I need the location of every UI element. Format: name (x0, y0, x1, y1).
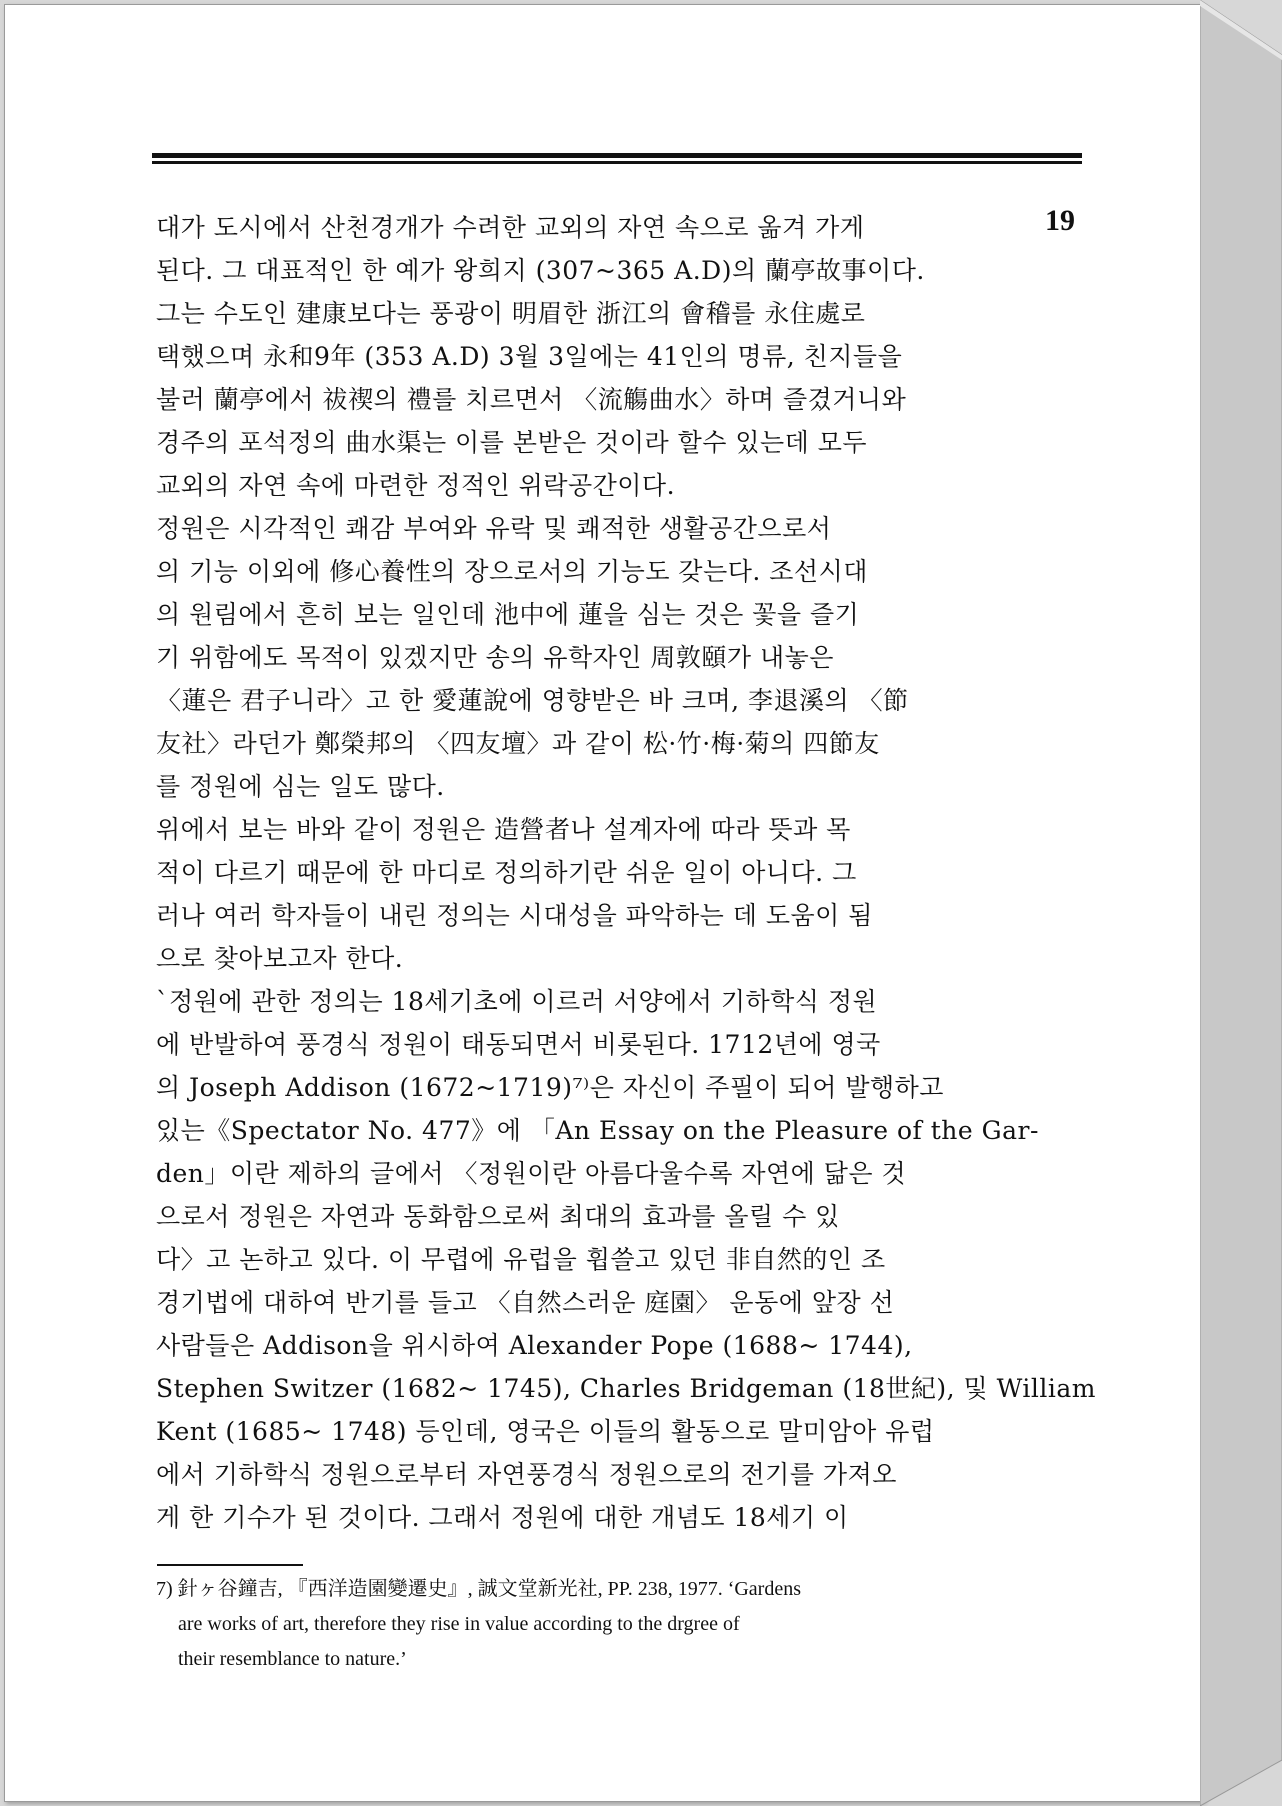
page-number: 19 (1045, 204, 1075, 237)
text-line: `정원에 관한 정의는 18세기초에 이르러 서양에서 기하학식 정원 (156, 987, 878, 1016)
text-line: 위에서 보는 바와 같이 정원은 造營者나 설계자에 따라 뜻과 목 (156, 815, 851, 844)
text-line: 러나 여러 학자들이 내린 정의는 시대성을 파악하는 데 도움이 됨 (156, 901, 873, 930)
text-line: 의 기능 이외에 修心養性의 장으로서의 기능도 갖는다. 조선시대 (156, 557, 868, 586)
text-line: 된다. 그 대표적인 한 예가 왕희지 (307~365 A.D)의 蘭亭故事이다. (156, 256, 925, 285)
text-line: 택했으며 永和9年 (353 A.D) 3월 3일에는 41인의 명류, 친지들을 (156, 342, 903, 371)
text-line: 대가 도시에서 산천경개가 수려한 교외의 자연 속으로 옮겨 가게 (156, 213, 865, 242)
header-rule-thick (152, 153, 1082, 158)
text-line: 를 정원에 심는 일도 많다. (156, 772, 445, 801)
footnote-line: are works of art, therefore they rise in value according to the drgree of (178, 1613, 740, 1635)
text-line: 정원은 시각적인 쾌감 부여와 유락 및 쾌적한 생활공간으로서 (156, 514, 832, 543)
text-line: 에 반발하여 풍경식 정원이 태동되면서 비롯된다. 1712년에 영국 (156, 1030, 881, 1059)
text-line: 에서 기하학식 정원으로부터 자연풍경식 정원으로의 전기를 가져오 (156, 1460, 897, 1489)
text-line: 게 한 기수가 된 것이다. 그래서 정원에 대한 개념도 18세기 이 (156, 1503, 849, 1532)
page-edge-3d (1200, 0, 1282, 1806)
text-line: 불러 蘭亭에서 祓禊의 禮를 치르면서 〈流觴曲水〉하며 즐겼거니와 (156, 385, 907, 414)
text-line: 사람들은 Addison을 위시하여 Alexander Pope (1688~ 1744), (156, 1331, 913, 1360)
footnote-line: their resemblance to nature.’ (178, 1648, 407, 1670)
header-rule-thin (152, 161, 1082, 164)
text-line: 교외의 자연 속에 마련한 정적인 위락공간이다. (156, 471, 676, 500)
text-line: 있는《Spectator No. 477》에 「An Essay on the Pleasure of the Gar- (156, 1116, 1039, 1145)
text-line: den」이란 제하의 글에서 〈정원이란 아름다울수록 자연에 닮은 것 (156, 1159, 907, 1188)
text-line: 의 원림에서 흔히 보는 일인데 池中에 蓮을 심는 것은 꽃을 즐기 (156, 600, 860, 629)
footnote-line: 7) 針ヶ谷鐘吉, 『西洋造園變遷史』, 誠文堂新光社, PP. 238, 1977. ‘Gardens (156, 1578, 801, 1600)
text-line: 으로 찾아보고자 한다. (156, 944, 404, 973)
body-text (156, 206, 1096, 1539)
text-line: 경주의 포석정의 曲水渠는 이를 본받은 것이라 할수 있는데 모두 (156, 428, 868, 457)
text-line: 그는 수도인 建康보다는 풍광이 明眉한 浙江의 會稽를 永住處로 (156, 299, 866, 328)
text-line: 다〉고 논하고 있다. 이 무렵에 유럽을 휩쓸고 있던 非自然的인 조 (156, 1245, 886, 1274)
text-line: 기 위함에도 목적이 있겠지만 송의 유학자인 周敦頤가 내놓은 (156, 643, 834, 672)
text-line: 적이 다르기 때문에 한 마디로 정의하기란 쉬운 일이 아니다. 그 (156, 858, 857, 887)
footnote-rule (157, 1564, 303, 1566)
text-line: 으로서 정원은 자연과 동화함으로써 최대의 효과를 올릴 수 있 (156, 1202, 840, 1231)
footnote (156, 1572, 946, 1677)
text-line: 〈蓮은 君子니라〉고 한 愛蓮說에 영향받은 바 크며, 李退溪의 〈節 (156, 686, 909, 715)
text-line: 의 Joseph Addison (1672~1719)⁷⁾은 자신이 주필이 되어 발행하고 (156, 1073, 944, 1102)
text-line: Kent (1685~ 1748) 등인데, 영국은 이들의 활동으로 말미암아 유럽 (156, 1417, 935, 1446)
text-line: 경기법에 대하여 반기를 들고 〈自然스러운 庭園〉 운동에 앞장 선 (156, 1288, 895, 1317)
text-line: Stephen Switzer (1682~ 1745), Charles Bridgeman (18世紀), 및 William (156, 1374, 1096, 1403)
text-line: 友社〉라던가 鄭榮邦의 〈四友壇〉과 같이 松·竹·梅·菊의 四節友 (156, 729, 880, 758)
